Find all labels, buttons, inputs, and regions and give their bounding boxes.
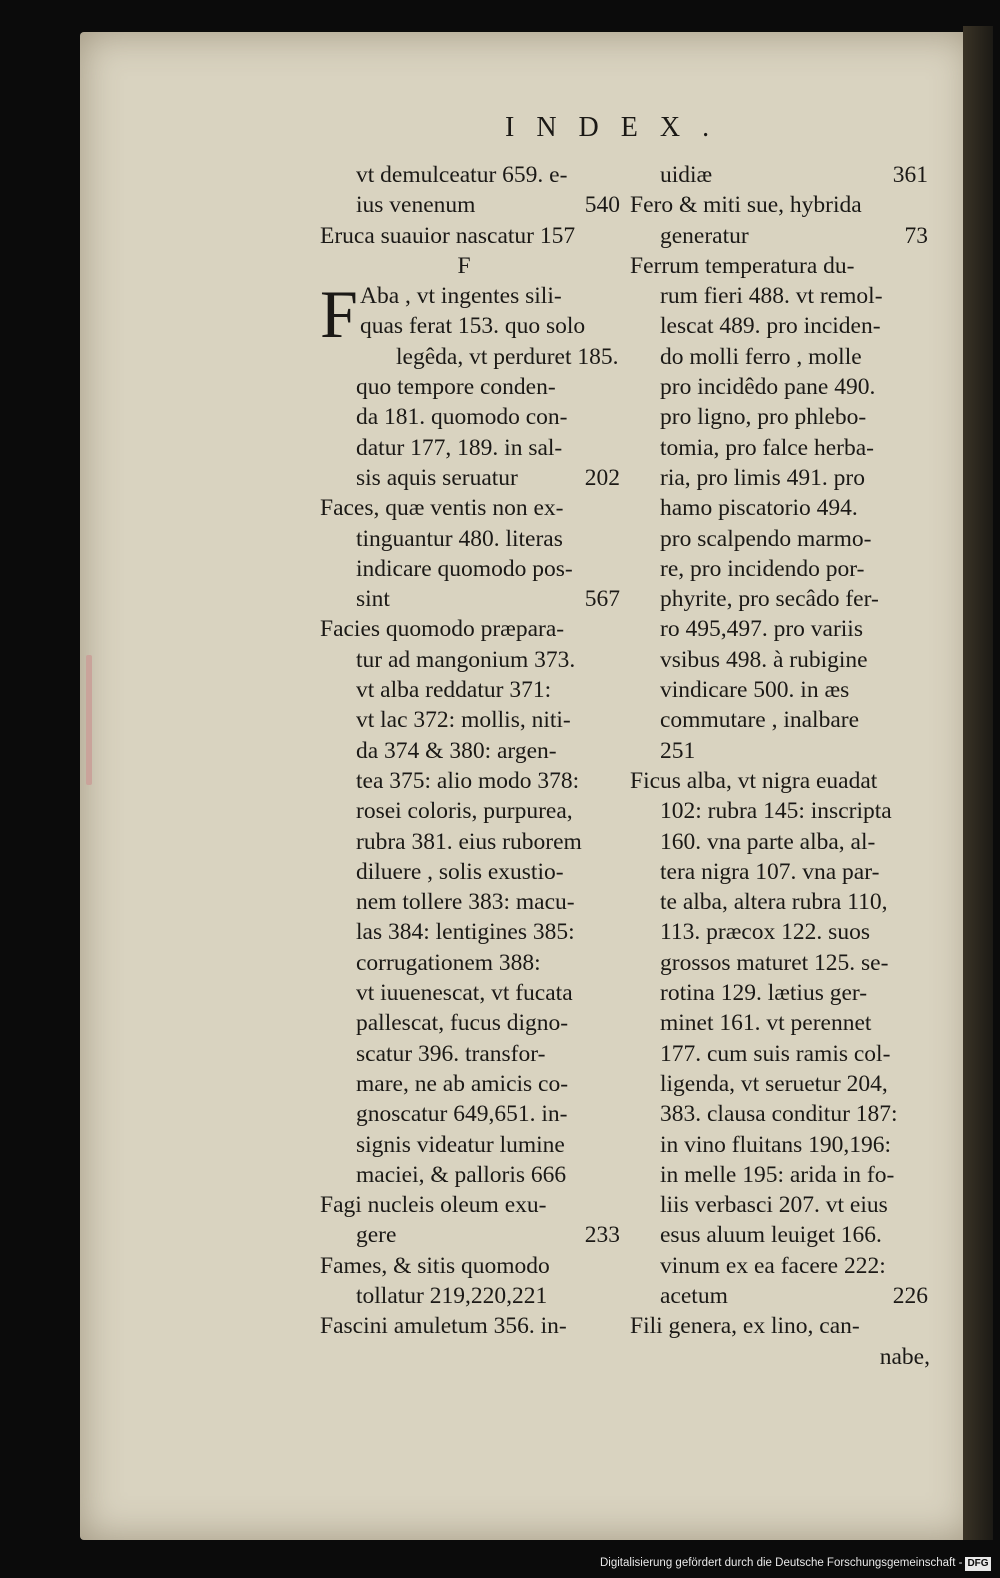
index-line xyxy=(320,463,622,493)
index-line-text: pro scalpendo marmo- xyxy=(660,525,872,552)
index-line-text: in melle 195: arida in fo- xyxy=(660,1161,895,1188)
index-line-text: rosei coloris, purpurea, xyxy=(356,798,573,825)
page-reference: 226 xyxy=(892,1282,928,1309)
index-line xyxy=(630,554,930,584)
index-line xyxy=(320,1008,622,1038)
index-line xyxy=(630,675,930,705)
index-line-text: gnoscatur 649,651. in- xyxy=(356,1101,568,1128)
index-line-text: sint xyxy=(356,586,390,613)
index-line-text: vt lac 372: mollis, niti- xyxy=(356,707,571,734)
index-line xyxy=(320,1190,622,1220)
page-reference: 567 xyxy=(584,586,620,613)
index-line xyxy=(320,1160,622,1190)
index-line-text: do molli ferro , molle xyxy=(660,343,862,370)
index-line-text: Ficus alba, vt nigra euadat xyxy=(630,767,878,794)
index-line xyxy=(320,857,622,887)
dropcap-block xyxy=(320,276,622,353)
index-line-text: tinguantur 480. literas xyxy=(356,525,563,552)
index-line-text: tur ad mangonium 373. xyxy=(356,646,576,673)
index-line xyxy=(630,705,930,735)
index-line-text: las 384: lentigines 385: xyxy=(356,919,575,946)
index-line-text: ligenda, vt seruetur 204, xyxy=(660,1070,888,1097)
index-line xyxy=(320,190,622,220)
index-line xyxy=(320,614,622,644)
index-line-text: datur 177, 189. in sal- xyxy=(356,434,563,461)
index-line xyxy=(320,221,622,251)
index-line-text: ius venenum xyxy=(356,192,476,219)
index-line-text: in vino fluitans 190,196: xyxy=(660,1131,892,1158)
index-line-text: Ferrum temperatura du- xyxy=(630,252,855,279)
index-line-text: indicare quomodo pos- xyxy=(356,555,573,582)
index-line-text: esus aluum leuiget 166. xyxy=(660,1222,882,1249)
index-line-text: 177. cum suis ramis col- xyxy=(660,1040,891,1067)
index-line-text: tollatur 219,220,221 xyxy=(356,1282,548,1309)
index-line xyxy=(320,1281,622,1311)
digitization-credit xyxy=(600,1553,998,1573)
index-line-text: hamo piscatorio 494. xyxy=(660,495,858,522)
index-line xyxy=(320,1099,622,1129)
index-line xyxy=(360,342,622,372)
index-line-text: gere xyxy=(356,1222,397,1249)
credit-text: Digitalisierung gefördert durch die Deutsche Forschungsgemeinschaft - xyxy=(600,1557,963,1569)
index-line-text: legêda, vt perduret 185. xyxy=(396,343,619,370)
index-line-text: tera nigra 107. vna par- xyxy=(660,858,880,885)
page-reference: 233 xyxy=(584,1222,620,1249)
index-line-text: vt demulceatur 659. e- xyxy=(356,162,568,188)
index-line xyxy=(630,1281,930,1311)
index-line-text: uidiæ xyxy=(660,162,713,188)
index-line-text: rotina 129. lætius ger- xyxy=(660,980,868,1007)
index-line-text: Fero & miti sue, hybrida xyxy=(630,192,862,219)
index-line xyxy=(630,342,930,372)
index-line xyxy=(630,160,930,190)
index-line-text: lescat 489. pro inciden- xyxy=(660,313,881,340)
index-line-text: Faces, quæ ventis non ex- xyxy=(320,495,564,522)
index-line-text: 160. vna parte alba, al- xyxy=(660,828,876,855)
index-line xyxy=(630,1342,930,1372)
index-line xyxy=(630,190,930,220)
index-line-text: te alba, altera rubra 110, xyxy=(660,889,888,916)
index-line-text: commutare , inalbare xyxy=(660,707,860,734)
index-line-text: 113. præcox 122. suos xyxy=(660,919,870,946)
index-line-text: vinum ex ea facere 222: xyxy=(660,1252,886,1279)
index-line xyxy=(630,402,930,432)
index-line-text: nem tollere 383: macu- xyxy=(356,889,575,916)
index-line-text: Fili genera, ex lino, can- xyxy=(630,1313,860,1340)
index-column-left xyxy=(320,160,622,1342)
index-line xyxy=(630,917,930,947)
index-line xyxy=(630,1099,930,1129)
book-spine xyxy=(963,26,993,1540)
index-line xyxy=(630,372,930,402)
index-line xyxy=(320,978,622,1008)
page-reference: 202 xyxy=(584,464,620,491)
index-line xyxy=(320,372,622,402)
index-line-text: 102: rubra 145: inscripta xyxy=(660,798,892,825)
page-header: INDEX. xyxy=(505,112,732,143)
index-line xyxy=(320,433,622,463)
index-line xyxy=(630,493,930,523)
index-line-text: phyrite, pro secâdo fer- xyxy=(660,586,879,613)
index-line xyxy=(630,1008,930,1038)
index-line-text: rubra 381. eius ruborem xyxy=(356,828,582,855)
index-line xyxy=(320,736,622,766)
index-line xyxy=(320,1039,622,1069)
index-line xyxy=(630,857,930,887)
index-line xyxy=(320,524,622,554)
index-line xyxy=(320,1130,622,1160)
index-line xyxy=(320,402,622,432)
index-line-text: ro 495,497. pro variis xyxy=(660,616,863,643)
index-line-text: da 374 & 380: argen- xyxy=(356,737,557,764)
index-line xyxy=(320,796,622,826)
index-line-text: generatur xyxy=(660,222,749,249)
index-line xyxy=(630,1220,930,1250)
index-line xyxy=(320,827,622,857)
index-line xyxy=(320,1311,622,1341)
index-line-text: pallescat, fucus digno- xyxy=(356,1010,569,1037)
index-line-text: pro incidêdo pane 490. xyxy=(660,374,876,401)
index-line xyxy=(630,736,930,766)
index-line xyxy=(320,554,622,584)
index-line xyxy=(320,917,622,947)
index-line: Aba , vt ingentes sili- xyxy=(360,283,562,310)
index-line-text: grossos maturet 125. se- xyxy=(660,949,889,976)
index-line xyxy=(320,1069,622,1099)
index-line xyxy=(630,614,930,644)
index-line-text: corrugationem 388: xyxy=(356,949,541,976)
index-line-text: re, pro incidendo por- xyxy=(660,555,865,582)
index-line-text: liis verbasci 207. vt eius xyxy=(660,1192,888,1219)
index-line xyxy=(320,160,622,190)
index-line xyxy=(630,1069,930,1099)
index-line xyxy=(630,1039,930,1069)
index-line-text: tea 375: alio modo 378: xyxy=(356,767,580,794)
index-line xyxy=(630,311,930,341)
index-line xyxy=(630,463,930,493)
index-line-text: rum fieri 488. vt remol- xyxy=(660,283,883,310)
index-line-text: Facies quomodo præpara- xyxy=(320,616,565,643)
page-tab-mark xyxy=(86,655,92,785)
index-line xyxy=(630,796,930,826)
index-line-text: vsibus 498. à rubigine xyxy=(660,646,868,673)
index-line-text: diluere , solis exustio- xyxy=(356,858,564,885)
index-line-text: 383. clausa conditur 187: xyxy=(660,1101,898,1128)
index-line xyxy=(630,887,930,917)
index-line xyxy=(320,493,622,523)
page-reference: 73 xyxy=(904,222,928,249)
index-line xyxy=(630,948,930,978)
page-reference: 361 xyxy=(892,162,928,188)
index-line xyxy=(320,948,622,978)
index-line-text: Fames, & sitis quomodo xyxy=(320,1252,550,1279)
index-line-text: quo tempore conden- xyxy=(356,374,556,401)
index-line-text: pro ligno, pro phlebo- xyxy=(660,404,867,431)
index-line: quas ferat 153. quo solo xyxy=(360,313,586,340)
index-line xyxy=(630,978,930,1008)
index-line xyxy=(320,766,622,796)
index-line xyxy=(630,827,930,857)
index-line xyxy=(320,251,622,281)
index-line-text: Fascini amuletum 356. in- xyxy=(320,1313,567,1340)
index-line-text: Eruca suauior nascatur 157 xyxy=(320,222,576,249)
dfg-logo: DFG xyxy=(967,1558,989,1569)
index-line-text: maciei, & palloris 666 xyxy=(356,1161,567,1188)
index-line-text: vt alba reddatur 371: xyxy=(356,677,552,704)
index-line xyxy=(630,221,930,251)
index-line-text: ria, pro limis 491. pro xyxy=(660,464,865,491)
index-column-right xyxy=(630,160,930,1372)
index-line-text: F xyxy=(457,252,471,279)
index-line xyxy=(320,675,622,705)
index-line xyxy=(630,1190,930,1220)
index-line xyxy=(320,584,622,614)
index-line xyxy=(320,1251,622,1281)
index-line-text: tomia, pro falce herba- xyxy=(660,434,875,461)
index-line xyxy=(630,584,930,614)
index-line-text: Fagi nucleis oleum exu- xyxy=(320,1192,547,1219)
index-line-text: mare, ne ab amicis co- xyxy=(356,1070,569,1097)
index-line xyxy=(630,1311,930,1341)
index-line xyxy=(320,705,622,735)
index-line xyxy=(630,251,930,281)
index-line xyxy=(630,645,930,675)
index-line xyxy=(630,1160,930,1190)
index-line-text: acetum xyxy=(660,1282,728,1309)
index-line-text: 251 xyxy=(660,737,696,764)
index-line-text: da 181. quomodo con- xyxy=(356,404,568,431)
index-line xyxy=(320,645,622,675)
index-line xyxy=(630,1251,930,1281)
index-line xyxy=(630,766,930,796)
index-line-text: signis videatur lumine xyxy=(356,1131,565,1158)
index-line-text: vt iuuenescat, vt fucata xyxy=(356,980,573,1007)
index-line-text: scatur 396. transfor- xyxy=(356,1040,546,1067)
index-line-text: minet 161. vt perennet xyxy=(660,1010,872,1037)
index-line-text: vindicare 500. in æs xyxy=(660,677,850,704)
index-line xyxy=(630,281,930,311)
index-line xyxy=(630,1130,930,1160)
index-line xyxy=(320,1220,622,1250)
index-line xyxy=(320,887,622,917)
index-line-text: nabe, xyxy=(879,1343,930,1370)
index-line-text: sis aquis seruatur xyxy=(356,464,518,491)
index-line xyxy=(630,524,930,554)
index-line xyxy=(630,433,930,463)
drop-capital: F xyxy=(320,276,358,353)
page-reference: 540 xyxy=(584,192,620,219)
